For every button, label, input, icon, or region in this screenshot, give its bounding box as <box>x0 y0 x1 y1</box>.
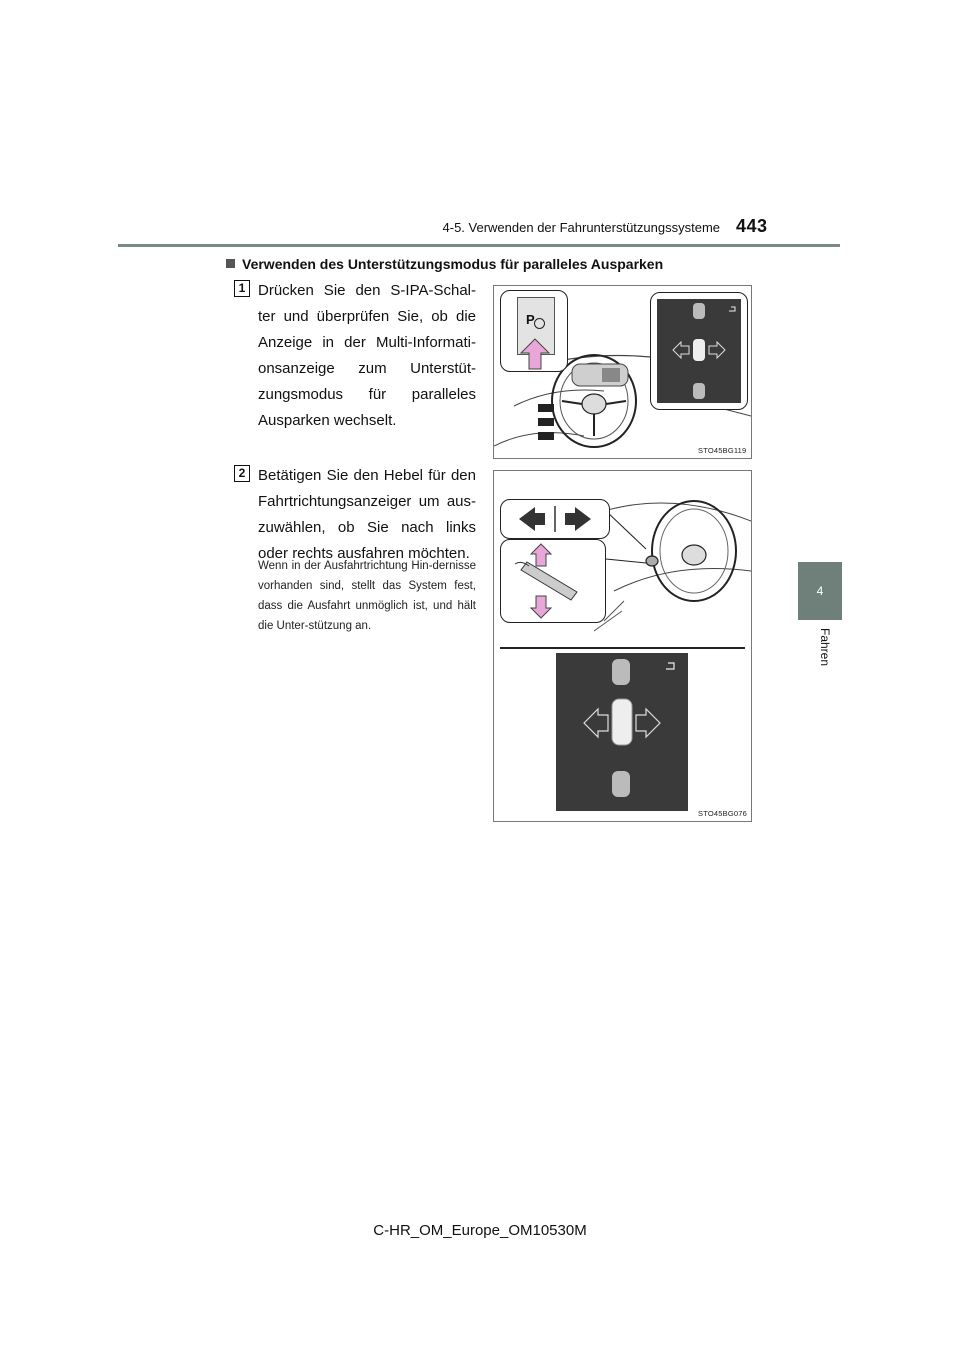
figure-1 <box>493 285 752 459</box>
lever-callout <box>500 539 606 623</box>
direction-callout <box>500 499 610 539</box>
press-arrow-icon <box>519 337 551 371</box>
parking-switch-icon: P <box>526 312 535 327</box>
switch-callout <box>500 290 568 372</box>
section-heading-text: Verwenden des Unterstützungsmodus für paralleles Ausparken <box>242 256 664 272</box>
chapter-tab: 4 <box>798 562 842 620</box>
display-callout <box>650 292 748 410</box>
figure-2-code: STO45BG076 <box>698 809 747 818</box>
chapter-label: Fahren <box>818 628 832 667</box>
page-number: 443 <box>736 216 768 236</box>
square-bullet-icon <box>226 259 235 268</box>
parallel-exit-screen-icon <box>657 299 741 403</box>
figure-divider <box>500 647 745 649</box>
figure-1-code: STO45BG119 <box>698 446 747 455</box>
figure-2 <box>493 470 752 822</box>
step-2-badge: 2 <box>234 465 250 482</box>
step-1-text: Drücken Sie den S-IPA-Schal-ter und überprüfen Sie, ob die Anzeige in der Multi-Informati-onsanzeige zum Unterstüt-zungsmodus für paralleles Ausparken wechselt. <box>258 282 476 429</box>
mid-screen <box>657 299 741 403</box>
step-2-note: Wenn in der Ausfahrtrichtung Hin-dernisse vorhanden sind, stellt das System fest, dass die Ausfahrt unmöglich ist, und hält die Unter-stützung an. <box>258 560 476 632</box>
turn-signal-lever-icon <box>501 540 605 622</box>
footer-document-id: C-HR_OM_Europe_OM10530M <box>373 1222 587 1239</box>
parallel-exit-screen-large-icon <box>556 653 688 811</box>
header-divider <box>118 244 840 247</box>
left-right-arrows-icon <box>501 500 609 538</box>
header-section-title: 4-5. Verwenden der Fahrunterstützungssysteme <box>442 220 720 235</box>
mid-screen-large <box>556 653 688 811</box>
steering-mini-icon <box>534 318 545 329</box>
step-2-text: Betätigen Sie den Hebel für den Fahrtrichtungsanzeiger um aus-zuwählen, ob Sie nach links oder rechts ausfahren möchten. <box>258 467 476 562</box>
step-1-badge: 1 <box>234 280 250 297</box>
section-heading <box>226 256 663 272</box>
